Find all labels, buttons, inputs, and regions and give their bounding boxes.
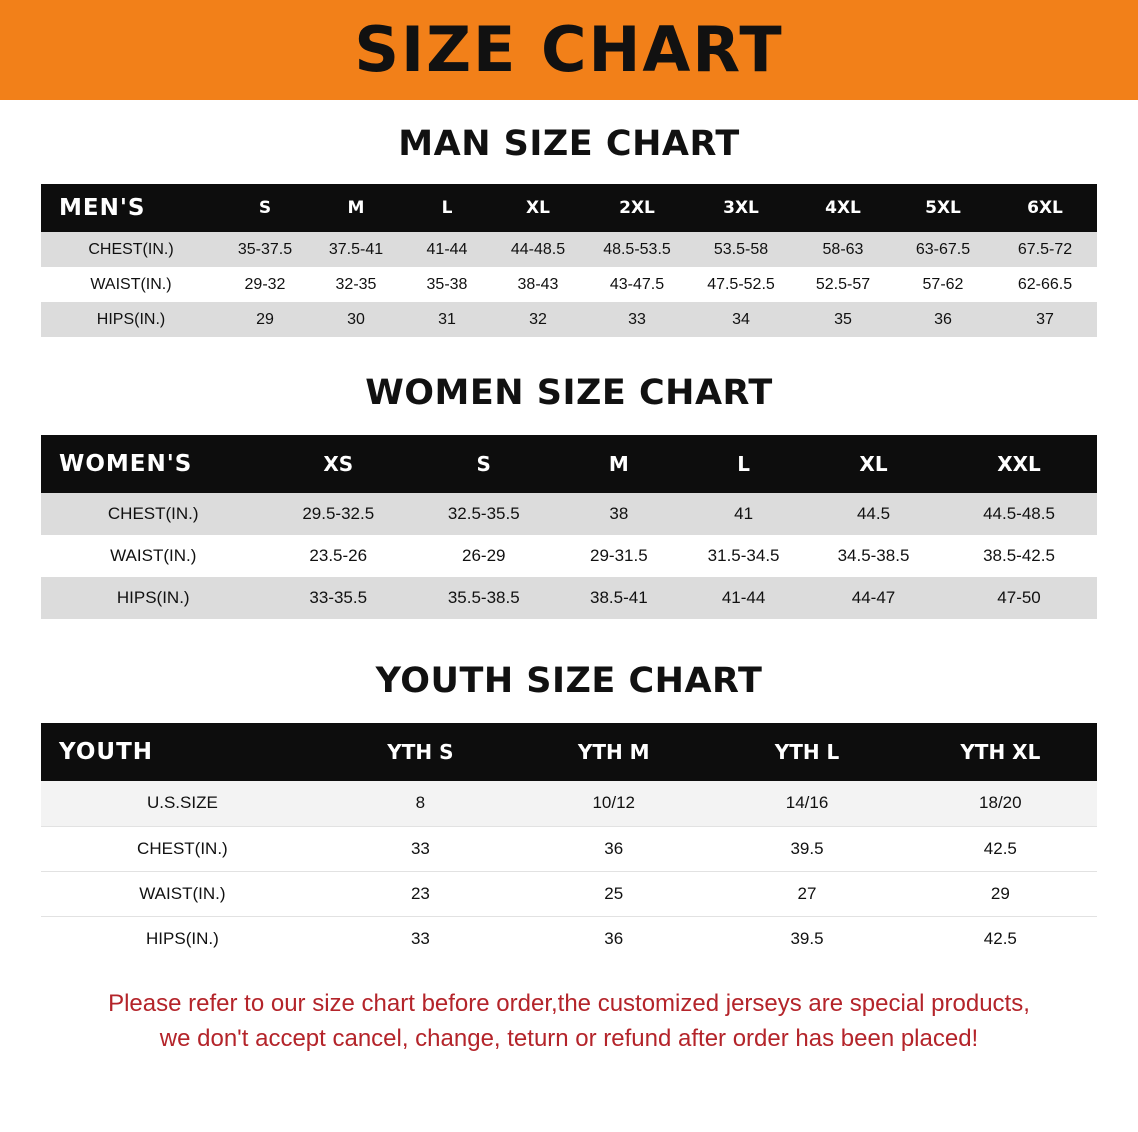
column-header: XS [266,435,412,493]
cell: 26-29 [462,546,506,565]
table-row [41,577,1097,619]
man-size-table [41,184,1097,337]
cell: 31 [438,310,456,328]
column-header: M [309,184,403,232]
row-label: HIPS(IN.) [146,928,219,948]
table-row [41,267,1097,302]
cell: 37.5-41 [328,240,384,258]
cell: 35.5-38.5 [447,588,520,607]
cell: 41 [734,504,754,523]
column-header: 3XL [689,184,793,232]
cell: 57-62 [922,275,964,293]
cell: 43-47.5 [609,275,665,293]
women-size-table [41,435,1097,619]
cell: 52.5-57 [815,275,871,293]
column-header: YTH XL [904,723,1097,781]
cell: 14/16 [710,781,903,826]
column-header: XL [491,184,585,232]
row-label: CHEST(IN.) [107,504,199,523]
footnote [40,987,1098,1057]
column-header: M [557,435,682,493]
cell: 31.5-34.5 [707,546,780,565]
cell: 67.5-72 [1017,240,1073,258]
cell: 62-66.5 [1017,275,1073,293]
cell: 18/20 [904,781,1097,826]
table-row [41,232,1097,267]
column-header: L [403,184,491,232]
row-label: WAIST(IN.) [41,871,324,916]
table-row [41,871,1097,916]
cell: 33-35.5 [309,588,368,607]
table-row [41,535,1097,577]
cell: 29-31.5 [590,546,648,565]
cell: 44.5-48.5 [983,504,1055,523]
column-header: XL [806,435,941,493]
cell: 35-38 [426,275,468,293]
cell: 42.5 [983,928,1017,948]
cell: 47-50 [997,588,1041,607]
cell: 23.5-26 [309,546,368,565]
cell: 39.5 [710,826,903,871]
column-header: 6XL [993,184,1097,232]
cell: 38-43 [517,275,559,293]
youth-size-table [41,723,1097,961]
row-label: CHEST(IN.) [88,240,174,258]
cell: 29 [904,871,1097,916]
cell: 8 [324,781,517,826]
cell: 38.5-41 [590,588,648,607]
cell: 42.5 [904,826,1097,871]
cell: 36 [934,310,952,328]
cell: 58-63 [822,240,864,258]
table-header-row [41,723,1097,781]
cell: 38 [609,504,629,523]
column-header: YTH S [324,723,517,781]
cell: 38.5-42.5 [983,546,1055,565]
cell: 36 [604,928,624,948]
man-section-title: MAN SIZE CHART [398,124,740,164]
cell: 34 [732,310,750,328]
table-row [41,493,1097,535]
cell: 41-44 [426,240,468,258]
column-header: YTH L [710,723,903,781]
column-header: XXL [941,435,1097,493]
cell: 33 [410,928,430,948]
cell: 10/12 [517,781,710,826]
column-header: L [681,435,806,493]
cell: 29-32 [244,275,286,293]
column-header: 5XL [893,184,993,232]
cell: 30 [347,310,365,328]
cell: 27 [710,871,903,916]
row-label: U.S.SIZE [41,781,324,826]
cell: 32 [529,310,547,328]
cell: 32-35 [335,275,377,293]
table-row [41,781,1097,826]
column-header: MEN'S [41,184,221,232]
table-header-row [41,184,1097,232]
cell: 48.5-53.5 [603,240,671,258]
cell: 25 [517,871,710,916]
cell: 33 [628,310,646,328]
row-label: CHEST(IN.) [41,826,324,871]
cell: 37 [1036,310,1054,328]
column-header: YOUTH [41,723,324,781]
cell: 44-47 [851,588,896,607]
row-label: WAIST(IN.) [90,275,172,293]
cell: 47.5-52.5 [707,275,775,293]
cell: 33 [324,826,517,871]
column-header: S [221,184,309,232]
cell: 41-44 [721,588,766,607]
table-header-row [41,435,1097,493]
cell: 36 [517,826,710,871]
column-header: 2XL [585,184,689,232]
cell: 35-37.5 [237,240,293,258]
cell: 34.5-38.5 [837,546,910,565]
cell: 29 [256,310,274,328]
banner [0,0,1138,100]
footnote-line-2: we don't accept cancel, change, teturn or refund after order has been placed! [159,1024,979,1052]
page-title: SIZE CHART [354,13,784,86]
table-row [41,916,1097,961]
cell: 44-48.5 [510,240,566,258]
cell: 39.5 [790,928,824,948]
cell: 23 [324,871,517,916]
column-header: WOMEN'S [41,435,266,493]
table-row [41,302,1097,337]
column-header: S [411,435,557,493]
row-label: HIPS(IN.) [116,588,190,607]
footnote-line-1: Please refer to our size chart before order,the customized jerseys are special products, [108,990,1030,1017]
table-row [41,826,1097,871]
youth-section-title: YOUTH SIZE CHART [375,661,763,701]
cell: 35 [834,310,852,328]
row-label: WAIST(IN.) [110,546,197,565]
cell: 32.5-35.5 [447,504,520,523]
column-header: YTH M [517,723,710,781]
women-section-title: WOMEN SIZE CHART [365,373,773,413]
cell: 29.5-32.5 [302,504,375,523]
cell: 63-67.5 [915,240,971,258]
column-header: 4XL [793,184,893,232]
cell: 53.5-58 [713,240,769,258]
cell: 44.5 [856,504,891,523]
row-label: HIPS(IN.) [96,310,166,328]
